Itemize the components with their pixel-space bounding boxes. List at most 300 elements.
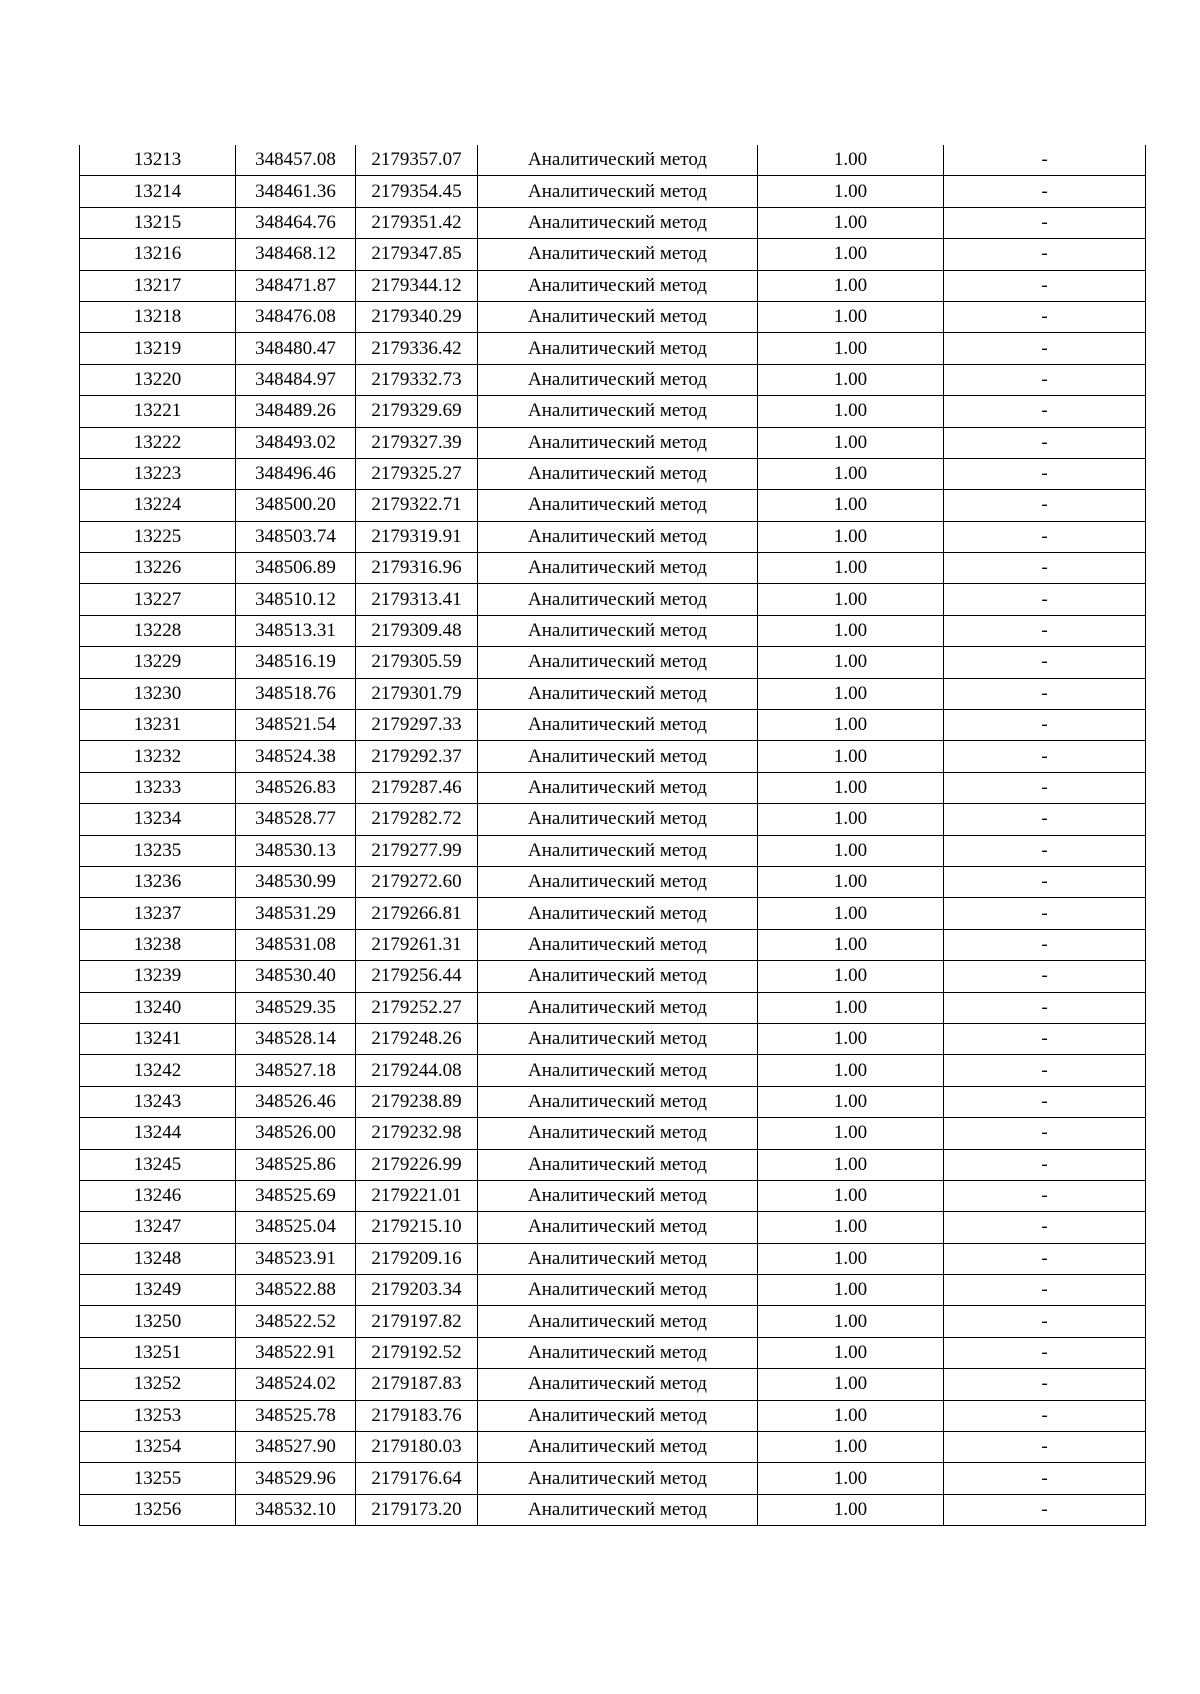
point-id-cell: 13235 bbox=[80, 835, 236, 866]
y-coordinate-cell: 2179244.08 bbox=[356, 1055, 478, 1086]
accuracy-cell: 1.00 bbox=[758, 898, 944, 929]
accuracy-cell: 1.00 bbox=[758, 396, 944, 427]
point-id-cell: 13239 bbox=[80, 961, 236, 992]
description-cell: - bbox=[944, 396, 1146, 427]
description-cell: - bbox=[944, 1400, 1146, 1431]
accuracy-cell: 1.00 bbox=[758, 772, 944, 803]
point-id-cell: 13227 bbox=[80, 584, 236, 615]
table-row bbox=[80, 1086, 1146, 1117]
x-coordinate-cell: 348530.13 bbox=[236, 835, 356, 866]
point-id-cell: 13230 bbox=[80, 678, 236, 709]
point-id-cell: 13215 bbox=[80, 207, 236, 238]
accuracy-cell: 1.00 bbox=[758, 1086, 944, 1117]
accuracy-cell: 1.00 bbox=[758, 866, 944, 897]
coordinates-table bbox=[79, 145, 1146, 1526]
method-cell: Аналитический метод bbox=[478, 772, 758, 803]
table-row bbox=[80, 1494, 1146, 1525]
x-coordinate-cell: 348526.83 bbox=[236, 772, 356, 803]
table-row bbox=[80, 772, 1146, 803]
point-id-cell: 13242 bbox=[80, 1055, 236, 1086]
method-cell: Аналитический метод bbox=[478, 835, 758, 866]
y-coordinate-cell: 2179332.73 bbox=[356, 364, 478, 395]
point-id-cell: 13253 bbox=[80, 1400, 236, 1431]
description-cell: - bbox=[944, 1337, 1146, 1368]
y-coordinate-cell: 2179226.99 bbox=[356, 1149, 478, 1180]
table-row bbox=[80, 835, 1146, 866]
table-row bbox=[80, 647, 1146, 678]
x-coordinate-cell: 348496.46 bbox=[236, 458, 356, 489]
accuracy-cell: 1.00 bbox=[758, 1243, 944, 1274]
method-cell: Аналитический метод bbox=[478, 898, 758, 929]
y-coordinate-cell: 2179313.41 bbox=[356, 584, 478, 615]
description-cell: - bbox=[944, 176, 1146, 207]
table-row bbox=[80, 145, 1146, 176]
method-cell: Аналитический метод bbox=[478, 678, 758, 709]
method-cell: Аналитический метод bbox=[478, 741, 758, 772]
point-id-cell: 13249 bbox=[80, 1275, 236, 1306]
method-cell: Аналитический метод bbox=[478, 176, 758, 207]
table-row bbox=[80, 176, 1146, 207]
y-coordinate-cell: 2179301.79 bbox=[356, 678, 478, 709]
point-id-cell: 13238 bbox=[80, 929, 236, 960]
accuracy-cell: 1.00 bbox=[758, 1400, 944, 1431]
accuracy-cell: 1.00 bbox=[758, 929, 944, 960]
description-cell: - bbox=[944, 992, 1146, 1023]
method-cell: Аналитический метод bbox=[478, 490, 758, 521]
description-cell: - bbox=[944, 1243, 1146, 1274]
x-coordinate-cell: 348522.52 bbox=[236, 1306, 356, 1337]
accuracy-cell: 1.00 bbox=[758, 1275, 944, 1306]
method-cell: Аналитический метод bbox=[478, 804, 758, 835]
table-row bbox=[80, 804, 1146, 835]
x-coordinate-cell: 348529.96 bbox=[236, 1463, 356, 1494]
table-row bbox=[80, 1118, 1146, 1149]
description-cell: - bbox=[944, 490, 1146, 521]
description-cell: - bbox=[944, 1463, 1146, 1494]
y-coordinate-cell: 2179277.99 bbox=[356, 835, 478, 866]
table-row bbox=[80, 1275, 1146, 1306]
y-coordinate-cell: 2179183.76 bbox=[356, 1400, 478, 1431]
accuracy-cell: 1.00 bbox=[758, 961, 944, 992]
method-cell: Аналитический метод bbox=[478, 1149, 758, 1180]
point-id-cell: 13225 bbox=[80, 521, 236, 552]
x-coordinate-cell: 348525.69 bbox=[236, 1180, 356, 1211]
description-cell: - bbox=[944, 1055, 1146, 1086]
description-cell: - bbox=[944, 1086, 1146, 1117]
accuracy-cell: 1.00 bbox=[758, 301, 944, 332]
y-coordinate-cell: 2179248.26 bbox=[356, 1023, 478, 1054]
y-coordinate-cell: 2179357.07 bbox=[356, 145, 478, 176]
table-row bbox=[80, 1149, 1146, 1180]
y-coordinate-cell: 2179327.39 bbox=[356, 427, 478, 458]
description-cell: - bbox=[944, 1306, 1146, 1337]
table-row bbox=[80, 866, 1146, 897]
description-cell: - bbox=[944, 1432, 1146, 1463]
accuracy-cell: 1.00 bbox=[758, 992, 944, 1023]
description-cell: - bbox=[944, 584, 1146, 615]
x-coordinate-cell: 348528.77 bbox=[236, 804, 356, 835]
description-cell: - bbox=[944, 929, 1146, 960]
description-cell: - bbox=[944, 647, 1146, 678]
y-coordinate-cell: 2179344.12 bbox=[356, 270, 478, 301]
method-cell: Аналитический метод bbox=[478, 1494, 758, 1525]
x-coordinate-cell: 348518.76 bbox=[236, 678, 356, 709]
accuracy-cell: 1.00 bbox=[758, 584, 944, 615]
table-row bbox=[80, 521, 1146, 552]
point-id-cell: 13218 bbox=[80, 301, 236, 332]
point-id-cell: 13223 bbox=[80, 458, 236, 489]
x-coordinate-cell: 348500.20 bbox=[236, 490, 356, 521]
description-cell: - bbox=[944, 710, 1146, 741]
accuracy-cell: 1.00 bbox=[758, 239, 944, 270]
x-coordinate-cell: 348503.74 bbox=[236, 521, 356, 552]
description-cell: - bbox=[944, 145, 1146, 176]
x-coordinate-cell: 348513.31 bbox=[236, 615, 356, 646]
y-coordinate-cell: 2179347.85 bbox=[356, 239, 478, 270]
point-id-cell: 13244 bbox=[80, 1118, 236, 1149]
accuracy-cell: 1.00 bbox=[758, 145, 944, 176]
point-id-cell: 13222 bbox=[80, 427, 236, 458]
point-id-cell: 13250 bbox=[80, 1306, 236, 1337]
table-row bbox=[80, 553, 1146, 584]
description-cell: - bbox=[944, 1149, 1146, 1180]
description-cell: - bbox=[944, 1180, 1146, 1211]
table-row bbox=[80, 1463, 1146, 1494]
method-cell: Аналитический метод bbox=[478, 710, 758, 741]
x-coordinate-cell: 348528.14 bbox=[236, 1023, 356, 1054]
method-cell: Аналитический метод bbox=[478, 1432, 758, 1463]
method-cell: Аналитический метод bbox=[478, 1400, 758, 1431]
description-cell: - bbox=[944, 615, 1146, 646]
x-coordinate-cell: 348527.18 bbox=[236, 1055, 356, 1086]
x-coordinate-cell: 348522.91 bbox=[236, 1337, 356, 1368]
method-cell: Аналитический метод bbox=[478, 207, 758, 238]
description-cell: - bbox=[944, 835, 1146, 866]
y-coordinate-cell: 2179197.82 bbox=[356, 1306, 478, 1337]
point-id-cell: 13217 bbox=[80, 270, 236, 301]
y-coordinate-cell: 2179187.83 bbox=[356, 1369, 478, 1400]
x-coordinate-cell: 348526.46 bbox=[236, 1086, 356, 1117]
table-row bbox=[80, 239, 1146, 270]
table-row bbox=[80, 207, 1146, 238]
point-id-cell: 13234 bbox=[80, 804, 236, 835]
point-id-cell: 13213 bbox=[80, 145, 236, 176]
method-cell: Аналитический метод bbox=[478, 1055, 758, 1086]
description-cell: - bbox=[944, 553, 1146, 584]
table-row bbox=[80, 961, 1146, 992]
x-coordinate-cell: 348525.78 bbox=[236, 1400, 356, 1431]
table-row bbox=[80, 1369, 1146, 1400]
table-row bbox=[80, 490, 1146, 521]
x-coordinate-cell: 348526.00 bbox=[236, 1118, 356, 1149]
accuracy-cell: 1.00 bbox=[758, 1180, 944, 1211]
y-coordinate-cell: 2179266.81 bbox=[356, 898, 478, 929]
description-cell: - bbox=[944, 1494, 1146, 1525]
table-row bbox=[80, 458, 1146, 489]
point-id-cell: 13252 bbox=[80, 1369, 236, 1400]
table-row bbox=[80, 1180, 1146, 1211]
accuracy-cell: 1.00 bbox=[758, 270, 944, 301]
point-id-cell: 13229 bbox=[80, 647, 236, 678]
x-coordinate-cell: 348524.02 bbox=[236, 1369, 356, 1400]
accuracy-cell: 1.00 bbox=[758, 804, 944, 835]
accuracy-cell: 1.00 bbox=[758, 678, 944, 709]
point-id-cell: 13216 bbox=[80, 239, 236, 270]
x-coordinate-cell: 348461.36 bbox=[236, 176, 356, 207]
method-cell: Аналитический метод bbox=[478, 961, 758, 992]
accuracy-cell: 1.00 bbox=[758, 1369, 944, 1400]
accuracy-cell: 1.00 bbox=[758, 364, 944, 395]
table-row bbox=[80, 615, 1146, 646]
point-id-cell: 13246 bbox=[80, 1180, 236, 1211]
description-cell: - bbox=[944, 772, 1146, 803]
y-coordinate-cell: 2179221.01 bbox=[356, 1180, 478, 1211]
method-cell: Аналитический метод bbox=[478, 1180, 758, 1211]
table-row bbox=[80, 929, 1146, 960]
accuracy-cell: 1.00 bbox=[758, 1432, 944, 1463]
method-cell: Аналитический метод bbox=[478, 1212, 758, 1243]
table-row bbox=[80, 898, 1146, 929]
method-cell: Аналитический метод bbox=[478, 270, 758, 301]
description-cell: - bbox=[944, 301, 1146, 332]
description-cell: - bbox=[944, 427, 1146, 458]
table-row bbox=[80, 1432, 1146, 1463]
point-id-cell: 13240 bbox=[80, 992, 236, 1023]
point-id-cell: 13233 bbox=[80, 772, 236, 803]
method-cell: Аналитический метод bbox=[478, 396, 758, 427]
x-coordinate-cell: 348530.99 bbox=[236, 866, 356, 897]
accuracy-cell: 1.00 bbox=[758, 1463, 944, 1494]
description-cell: - bbox=[944, 458, 1146, 489]
point-id-cell: 13224 bbox=[80, 490, 236, 521]
x-coordinate-cell: 348457.08 bbox=[236, 145, 356, 176]
point-id-cell: 13247 bbox=[80, 1212, 236, 1243]
point-id-cell: 13251 bbox=[80, 1337, 236, 1368]
y-coordinate-cell: 2179316.96 bbox=[356, 553, 478, 584]
method-cell: Аналитический метод bbox=[478, 1086, 758, 1117]
point-id-cell: 13221 bbox=[80, 396, 236, 427]
point-id-cell: 13214 bbox=[80, 176, 236, 207]
table-row bbox=[80, 396, 1146, 427]
y-coordinate-cell: 2179203.34 bbox=[356, 1275, 478, 1306]
method-cell: Аналитический метод bbox=[478, 1306, 758, 1337]
description-cell: - bbox=[944, 1369, 1146, 1400]
point-id-cell: 13245 bbox=[80, 1149, 236, 1180]
x-coordinate-cell: 348464.76 bbox=[236, 207, 356, 238]
table-row bbox=[80, 301, 1146, 332]
y-coordinate-cell: 2179256.44 bbox=[356, 961, 478, 992]
description-cell: - bbox=[944, 1118, 1146, 1149]
x-coordinate-cell: 348480.47 bbox=[236, 333, 356, 364]
method-cell: Аналитический метод bbox=[478, 1275, 758, 1306]
point-id-cell: 13219 bbox=[80, 333, 236, 364]
table-row bbox=[80, 741, 1146, 772]
description-cell: - bbox=[944, 741, 1146, 772]
accuracy-cell: 1.00 bbox=[758, 333, 944, 364]
point-id-cell: 13220 bbox=[80, 364, 236, 395]
y-coordinate-cell: 2179176.64 bbox=[356, 1463, 478, 1494]
method-cell: Аналитический метод bbox=[478, 521, 758, 552]
accuracy-cell: 1.00 bbox=[758, 1118, 944, 1149]
method-cell: Аналитический метод bbox=[478, 239, 758, 270]
point-id-cell: 13255 bbox=[80, 1463, 236, 1494]
x-coordinate-cell: 348530.40 bbox=[236, 961, 356, 992]
method-cell: Аналитический метод bbox=[478, 427, 758, 458]
method-cell: Аналитический метод bbox=[478, 992, 758, 1023]
table-row bbox=[80, 710, 1146, 741]
table-row bbox=[80, 584, 1146, 615]
x-coordinate-cell: 348506.89 bbox=[236, 553, 356, 584]
point-id-cell: 13243 bbox=[80, 1086, 236, 1117]
y-coordinate-cell: 2179238.89 bbox=[356, 1086, 478, 1117]
y-coordinate-cell: 2179192.52 bbox=[356, 1337, 478, 1368]
description-cell: - bbox=[944, 898, 1146, 929]
x-coordinate-cell: 348525.86 bbox=[236, 1149, 356, 1180]
accuracy-cell: 1.00 bbox=[758, 1306, 944, 1337]
method-cell: Аналитический метод bbox=[478, 458, 758, 489]
point-id-cell: 13228 bbox=[80, 615, 236, 646]
y-coordinate-cell: 2179287.46 bbox=[356, 772, 478, 803]
description-cell: - bbox=[944, 1212, 1146, 1243]
method-cell: Аналитический метод bbox=[478, 584, 758, 615]
x-coordinate-cell: 348532.10 bbox=[236, 1494, 356, 1525]
x-coordinate-cell: 348516.19 bbox=[236, 647, 356, 678]
method-cell: Аналитический метод bbox=[478, 1023, 758, 1054]
x-coordinate-cell: 348523.91 bbox=[236, 1243, 356, 1274]
x-coordinate-cell: 348524.38 bbox=[236, 741, 356, 772]
point-id-cell: 13241 bbox=[80, 1023, 236, 1054]
accuracy-cell: 1.00 bbox=[758, 490, 944, 521]
method-cell: Аналитический метод bbox=[478, 553, 758, 584]
accuracy-cell: 1.00 bbox=[758, 458, 944, 489]
accuracy-cell: 1.00 bbox=[758, 1149, 944, 1180]
y-coordinate-cell: 2179173.20 bbox=[356, 1494, 478, 1525]
x-coordinate-cell: 348521.54 bbox=[236, 710, 356, 741]
y-coordinate-cell: 2179325.27 bbox=[356, 458, 478, 489]
y-coordinate-cell: 2179272.60 bbox=[356, 866, 478, 897]
y-coordinate-cell: 2179329.69 bbox=[356, 396, 478, 427]
x-coordinate-cell: 348527.90 bbox=[236, 1432, 356, 1463]
point-id-cell: 13254 bbox=[80, 1432, 236, 1463]
method-cell: Аналитический метод bbox=[478, 333, 758, 364]
point-id-cell: 13237 bbox=[80, 898, 236, 929]
table-row bbox=[80, 1337, 1146, 1368]
accuracy-cell: 1.00 bbox=[758, 1494, 944, 1525]
description-cell: - bbox=[944, 239, 1146, 270]
description-cell: - bbox=[944, 270, 1146, 301]
table-row bbox=[80, 427, 1146, 458]
description-cell: - bbox=[944, 364, 1146, 395]
y-coordinate-cell: 2179209.16 bbox=[356, 1243, 478, 1274]
accuracy-cell: 1.00 bbox=[758, 1055, 944, 1086]
x-coordinate-cell: 348531.08 bbox=[236, 929, 356, 960]
x-coordinate-cell: 348468.12 bbox=[236, 239, 356, 270]
method-cell: Аналитический метод bbox=[478, 1337, 758, 1368]
y-coordinate-cell: 2179309.48 bbox=[356, 615, 478, 646]
method-cell: Аналитический метод bbox=[478, 929, 758, 960]
method-cell: Аналитический метод bbox=[478, 1369, 758, 1400]
description-cell: - bbox=[944, 678, 1146, 709]
table-row bbox=[80, 1400, 1146, 1431]
coordinates-table-body bbox=[80, 145, 1146, 1526]
accuracy-cell: 1.00 bbox=[758, 1212, 944, 1243]
y-coordinate-cell: 2179340.29 bbox=[356, 301, 478, 332]
y-coordinate-cell: 2179354.45 bbox=[356, 176, 478, 207]
method-cell: Аналитический метод bbox=[478, 1463, 758, 1494]
point-id-cell: 13226 bbox=[80, 553, 236, 584]
y-coordinate-cell: 2179282.72 bbox=[356, 804, 478, 835]
table-row bbox=[80, 1243, 1146, 1274]
y-coordinate-cell: 2179215.10 bbox=[356, 1212, 478, 1243]
table-row bbox=[80, 1212, 1146, 1243]
x-coordinate-cell: 348471.87 bbox=[236, 270, 356, 301]
accuracy-cell: 1.00 bbox=[758, 1337, 944, 1368]
accuracy-cell: 1.00 bbox=[758, 835, 944, 866]
description-cell: - bbox=[944, 1275, 1146, 1306]
point-id-cell: 13248 bbox=[80, 1243, 236, 1274]
description-cell: - bbox=[944, 804, 1146, 835]
x-coordinate-cell: 348489.26 bbox=[236, 396, 356, 427]
x-coordinate-cell: 348510.12 bbox=[236, 584, 356, 615]
table-row bbox=[80, 270, 1146, 301]
method-cell: Аналитический метод bbox=[478, 866, 758, 897]
y-coordinate-cell: 2179232.98 bbox=[356, 1118, 478, 1149]
y-coordinate-cell: 2179336.42 bbox=[356, 333, 478, 364]
table-row bbox=[80, 992, 1146, 1023]
method-cell: Аналитический метод bbox=[478, 145, 758, 176]
accuracy-cell: 1.00 bbox=[758, 615, 944, 646]
y-coordinate-cell: 2179351.42 bbox=[356, 207, 478, 238]
accuracy-cell: 1.00 bbox=[758, 521, 944, 552]
description-cell: - bbox=[944, 521, 1146, 552]
description-cell: - bbox=[944, 1023, 1146, 1054]
y-coordinate-cell: 2179319.91 bbox=[356, 521, 478, 552]
description-cell: - bbox=[944, 207, 1146, 238]
method-cell: Аналитический метод bbox=[478, 615, 758, 646]
accuracy-cell: 1.00 bbox=[758, 1023, 944, 1054]
method-cell: Аналитический метод bbox=[478, 1118, 758, 1149]
table-row bbox=[80, 333, 1146, 364]
method-cell: Аналитический метод bbox=[478, 301, 758, 332]
x-coordinate-cell: 348476.08 bbox=[236, 301, 356, 332]
point-id-cell: 13232 bbox=[80, 741, 236, 772]
description-cell: - bbox=[944, 333, 1146, 364]
x-coordinate-cell: 348493.02 bbox=[236, 427, 356, 458]
accuracy-cell: 1.00 bbox=[758, 647, 944, 678]
accuracy-cell: 1.00 bbox=[758, 176, 944, 207]
y-coordinate-cell: 2179322.71 bbox=[356, 490, 478, 521]
accuracy-cell: 1.00 bbox=[758, 553, 944, 584]
x-coordinate-cell: 348522.88 bbox=[236, 1275, 356, 1306]
table-row bbox=[80, 1055, 1146, 1086]
y-coordinate-cell: 2179292.37 bbox=[356, 741, 478, 772]
method-cell: Аналитический метод bbox=[478, 647, 758, 678]
table-row bbox=[80, 678, 1146, 709]
x-coordinate-cell: 348531.29 bbox=[236, 898, 356, 929]
point-id-cell: 13256 bbox=[80, 1494, 236, 1525]
method-cell: Аналитический метод bbox=[478, 1243, 758, 1274]
table-row bbox=[80, 1306, 1146, 1337]
accuracy-cell: 1.00 bbox=[758, 207, 944, 238]
table-row bbox=[80, 364, 1146, 395]
accuracy-cell: 1.00 bbox=[758, 427, 944, 458]
y-coordinate-cell: 2179252.27 bbox=[356, 992, 478, 1023]
y-coordinate-cell: 2179261.31 bbox=[356, 929, 478, 960]
method-cell: Аналитический метод bbox=[478, 364, 758, 395]
table-row bbox=[80, 1023, 1146, 1054]
x-coordinate-cell: 348525.04 bbox=[236, 1212, 356, 1243]
accuracy-cell: 1.00 bbox=[758, 710, 944, 741]
